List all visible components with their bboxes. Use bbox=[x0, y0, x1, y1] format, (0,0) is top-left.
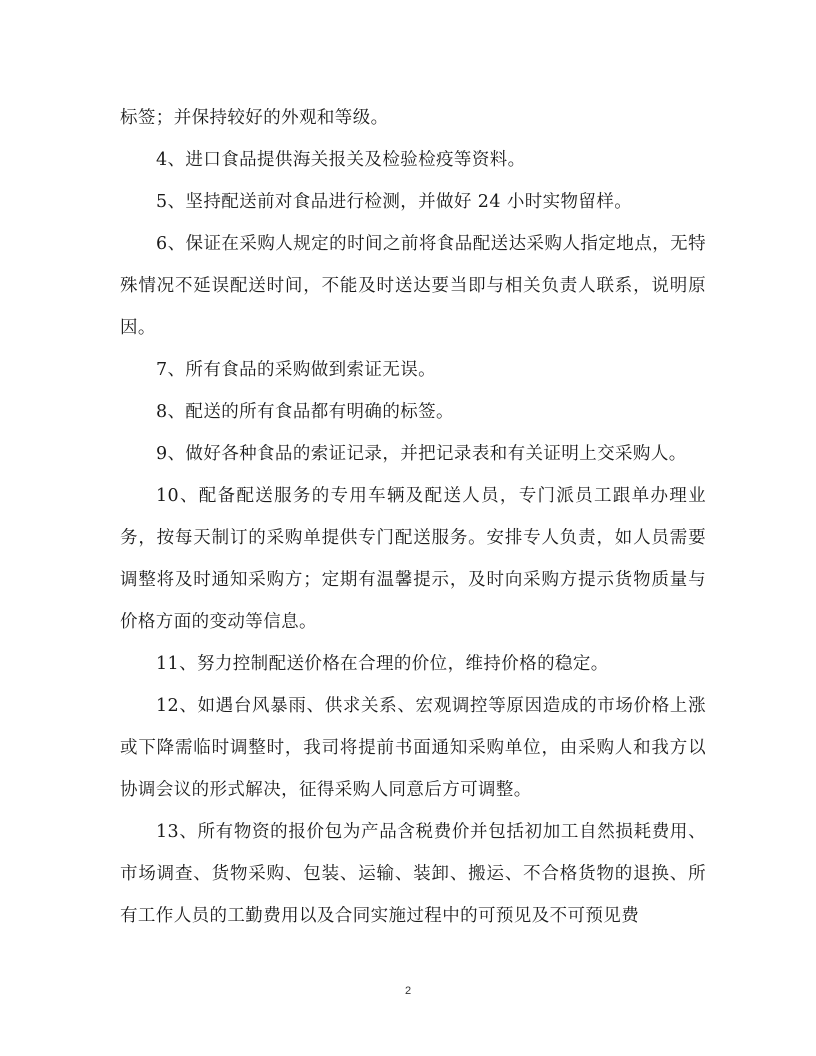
paragraph-item-12: 12、如遇台风暴雨、供求关系、宏观调控等原因造成的市场价格上涨或下降需临时调整时，我司将提前书面通知采购单位，由采购人和我方以协调会议的形式解决，征得采购人同意后方可调整。 bbox=[120, 696, 706, 800]
page-number: 2 bbox=[404, 985, 412, 997]
paragraph-item-10: 10、配备配送服务的专用车辆及配送人员，专门派员工跟单办理业务，按每天制订的采购单提供专门配送服务。安排专人负责，如人员需要调整将及时通知采购方；定期有温馨提示，及时向采购方提示货物质量与价格方面的变动等信息。 bbox=[120, 486, 706, 632]
paragraph-item-4: 4、进口食品提供海关报关及检验检疫等资料。 bbox=[156, 150, 526, 170]
paragraph-item-7: 7、所有食品的采购做到索证无误。 bbox=[156, 360, 437, 380]
paragraph-item-8: 8、配送的所有食品都有明确的标签。 bbox=[156, 402, 454, 422]
paragraph-continuation: 标签；并保持较好的外观和等级。 bbox=[120, 108, 389, 128]
paragraph-item-5: 5、坚持配送前对食品进行检测，并做好 24 小时实物留样。 bbox=[156, 192, 633, 212]
paragraph-item-11: 11、努力控制配送价格在合理的价位，维持价格的稳定。 bbox=[156, 654, 609, 674]
document-body bbox=[120, 97, 706, 937]
paragraph-item-13: 13、所有物资的报价包为产品含税费价并包括初加工自然损耗费用、市场调查、货物采购、包装、运输、装卸、搬运、不合格货物的退换、所有工作人员的工勤费用以及合同实施过程中的可预见及不可预见费 bbox=[120, 822, 706, 926]
paragraph-item-9: 9、做好各种食品的索证记录，并把记录表和有关证明上交采购人。 bbox=[156, 444, 687, 464]
paragraph-item-6: 6、保证在采购人规定的时间之前将食品配送达采购人指定地点，无特殊情况不延误配送时间，不能及时送达要当即与相关负责人联系，说明原因。 bbox=[120, 234, 706, 338]
